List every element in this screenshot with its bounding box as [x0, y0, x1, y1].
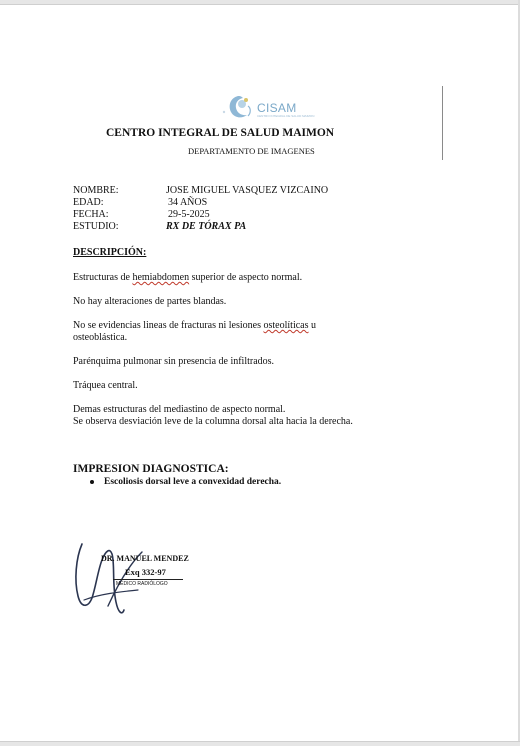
text-span: superior de aspecto normal. [189, 272, 303, 283]
text-span: No se evidencias lineas de fracturas ni lesiones [73, 320, 264, 331]
impression-item-text: Escoliosis dorsal leve a convexidad derecha. [104, 477, 282, 487]
signature-exequatur: Exq 332-97 [125, 567, 166, 577]
department-name: DEPARTAMENTO DE IMAGENES [188, 146, 315, 156]
spellcheck-word: osteolíticas [263, 320, 309, 331]
window-bottom-border [0, 741, 520, 746]
signature-role: MÉDICO RADIÓLOGO [116, 581, 168, 587]
description-paragraph-6: Demas estructuras del mediastino de aspecto normal. [73, 404, 286, 415]
description-paragraph-3-line-2: osteoblástica. [73, 332, 128, 343]
logo-text: CISAM [257, 101, 297, 115]
description-paragraph-1 [73, 272, 302, 284]
bullet-icon [90, 480, 94, 484]
study-label: ESTUDIO: [73, 221, 119, 232]
impression-title: IMPRESION DIAGNOSTICA: [73, 463, 229, 475]
description-paragraph-4: Parénquima pulmonar sin presencia de infiltrados. [73, 356, 275, 367]
center-name: CENTRO INTEGRAL DE SALUD MAIMON [106, 127, 335, 139]
age-value: 34 AÑOS [168, 197, 208, 208]
text-cursor [442, 86, 443, 160]
text-span: Estructuras de [73, 272, 133, 283]
study-value: RX DE TÓRAX PA [166, 221, 247, 232]
description-paragraph-5: Tráquea central. [73, 380, 138, 391]
logo-subtext: CENTRO INTEGRAL DE SALUD MAIMON [257, 114, 315, 118]
window-top-border [0, 0, 520, 5]
date-value: 29-5-2025 [168, 209, 210, 220]
description-paragraph-7: Se observa desviación leve de la columna dorsal alta hacia la derecha. [73, 416, 353, 427]
text-span: u [308, 320, 316, 331]
name-label: NOMBRE: [73, 185, 119, 196]
description-paragraph-3 [73, 320, 316, 332]
age-label: EDAD: [73, 197, 104, 208]
signature-name: DR. MANUEL MENDEZ [101, 554, 189, 563]
description-title: DESCRIPCIÓN: [73, 247, 147, 258]
impression-item [90, 477, 281, 487]
description-paragraph-2: No hay alteraciones de partes blandas. [73, 296, 227, 307]
signature-line [113, 579, 183, 580]
name-value: JOSE MIGUEL VASQUEZ VIZCAINO [166, 185, 329, 196]
spellcheck-word: hemiabdomen [132, 272, 190, 283]
date-label: FECHA: [73, 209, 109, 220]
